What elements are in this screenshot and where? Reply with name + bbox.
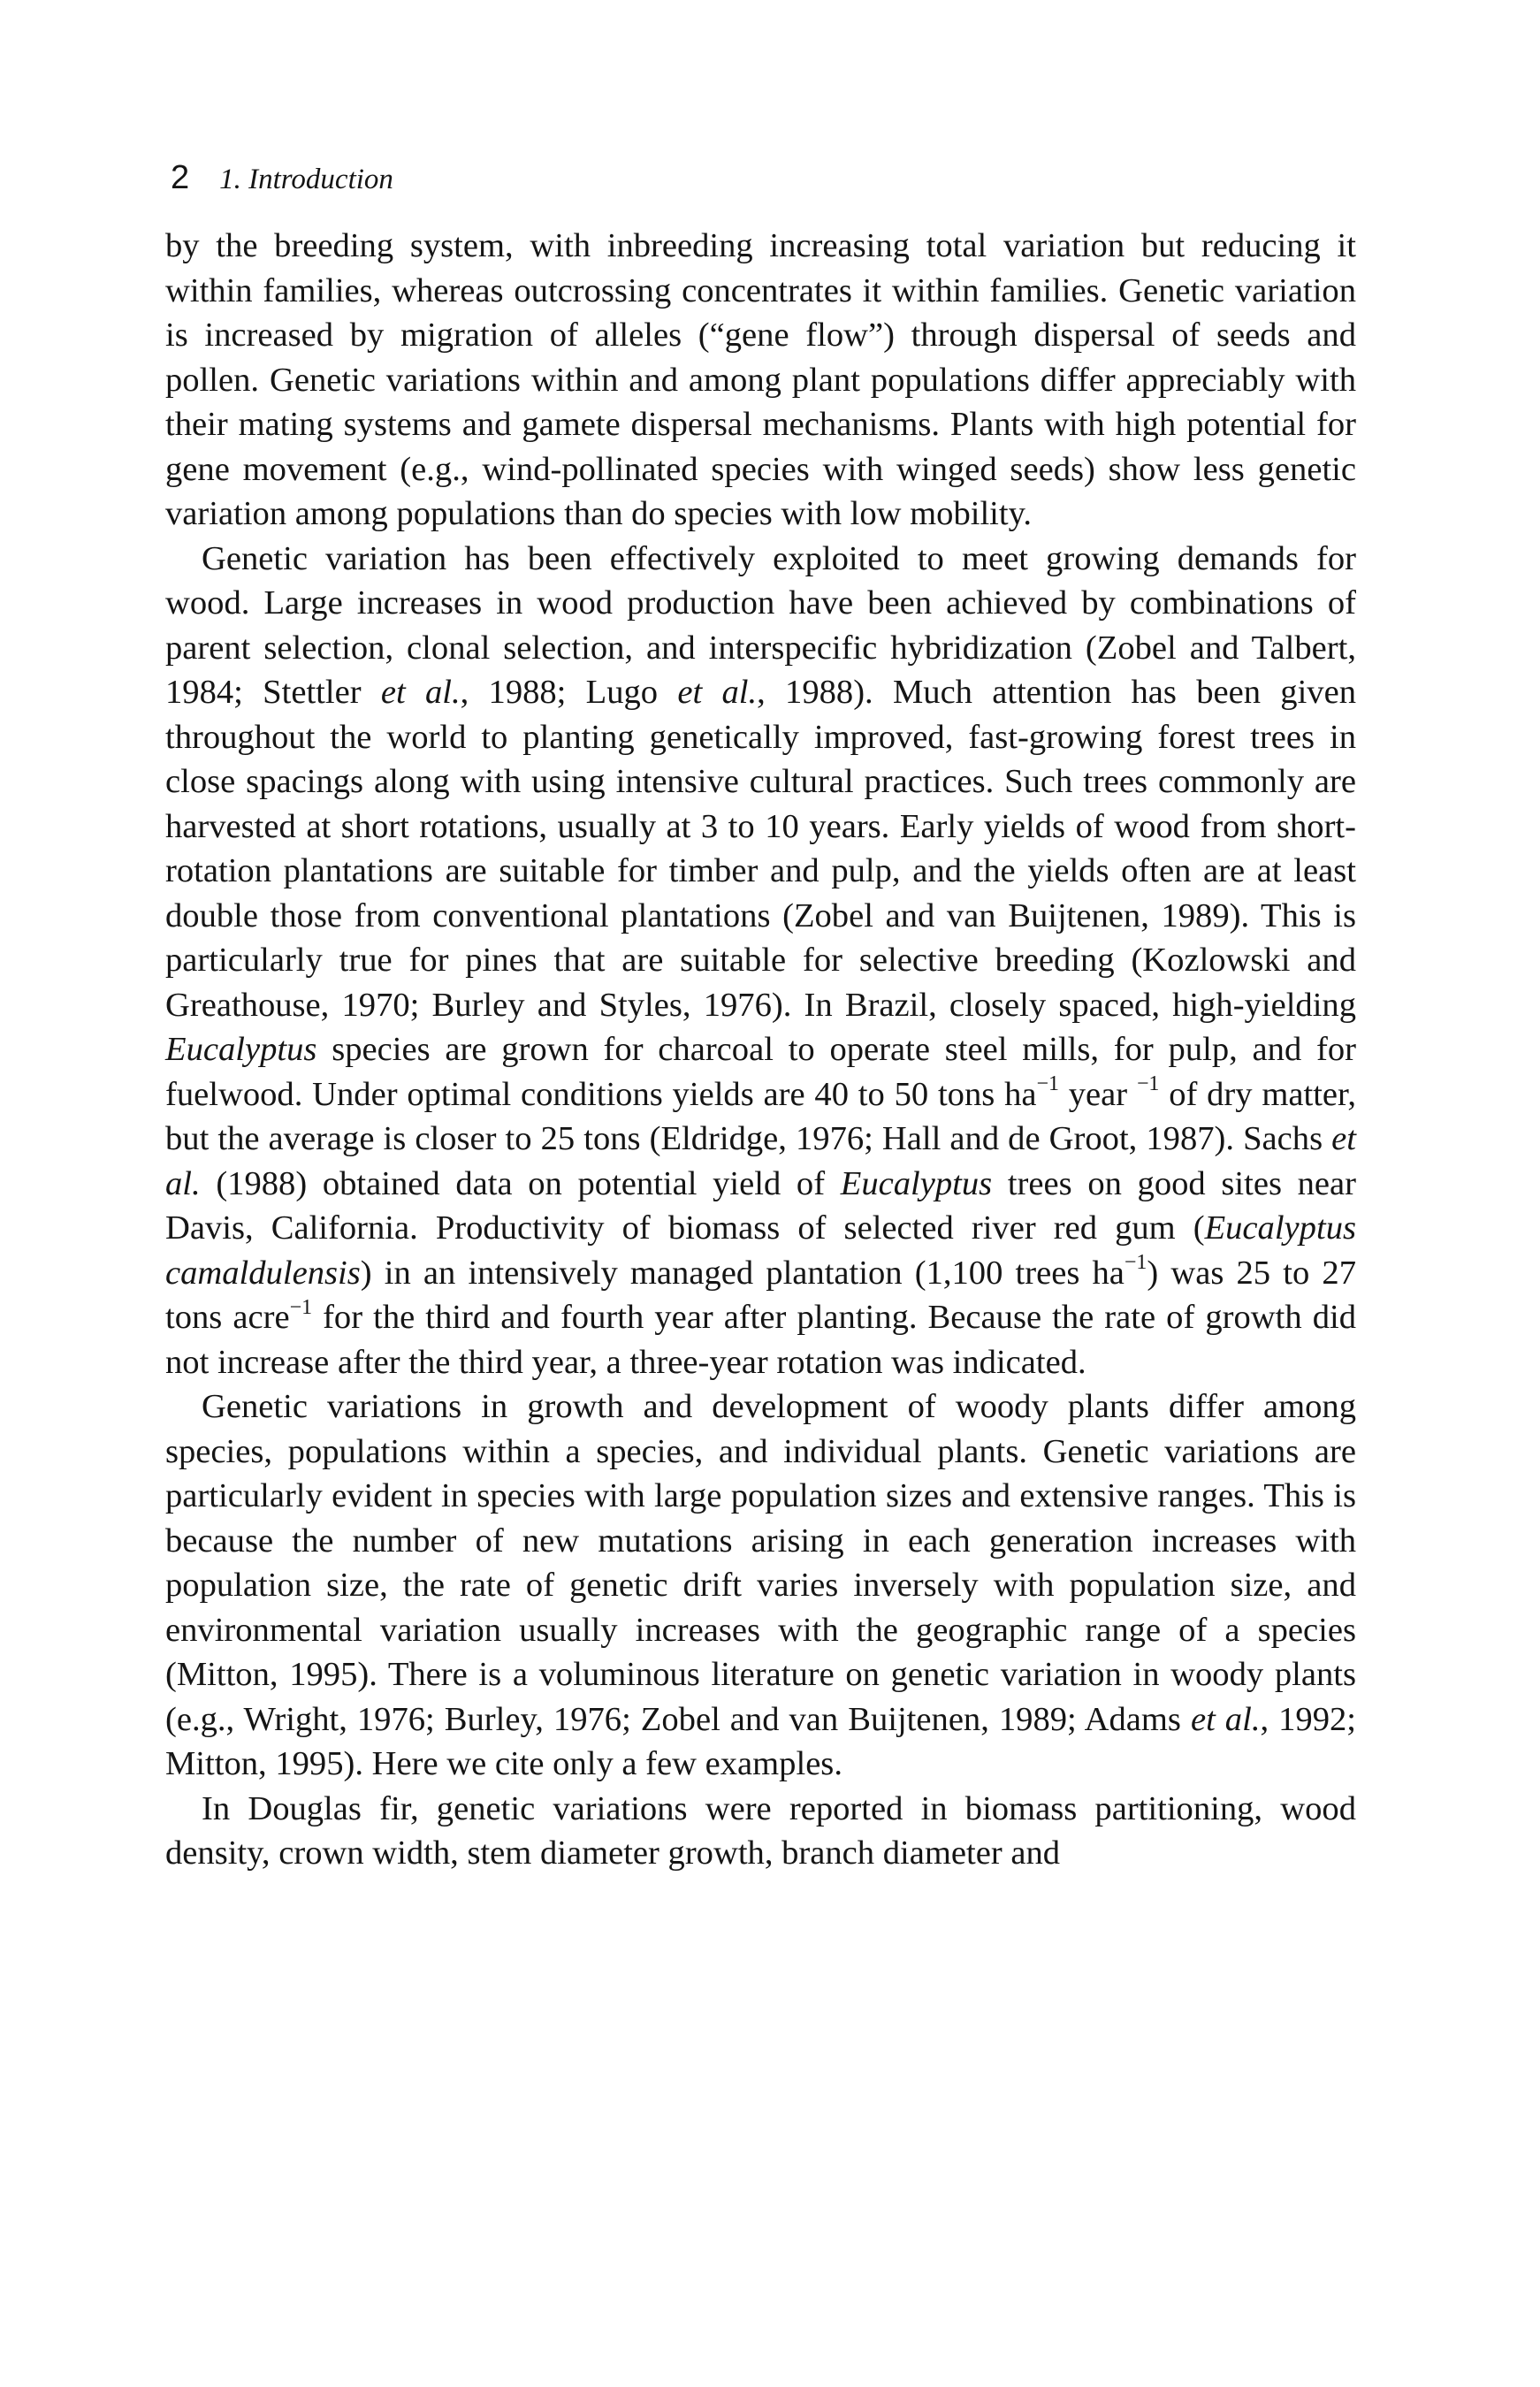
text-run: year xyxy=(1058,1075,1137,1113)
text-run: (1988) obtained data on potential yield of xyxy=(200,1164,841,1202)
text-run: , 1988; Lugo xyxy=(460,674,678,711)
italic-run: et al. xyxy=(677,674,758,711)
superscript-run: −1 xyxy=(1124,1251,1147,1275)
text-run: , 1992; Mitton, 1995). Here we cite only a few examples. xyxy=(165,1700,1356,1782)
paragraph xyxy=(165,1384,1356,1787)
superscript-run: −1 xyxy=(289,1295,313,1319)
section-title: 1. Introduction xyxy=(219,164,393,195)
body-text xyxy=(165,224,1356,1876)
italic-run: et al. xyxy=(165,1120,1356,1202)
page-number: 2 xyxy=(171,159,190,196)
text-run: In Douglas fir, genetic variations were reported in biomass partitioning, wood density, crown width, stem diameter growth, branch diameter and xyxy=(165,1789,1356,1872)
paragraph xyxy=(165,537,1356,1385)
text-run: Genetic variation has been effectively exploited to meet growing demands for wood. Large increases in wood production have been achieved by combinations of parent selection, clonal selection, and interspecific hybridization (Zobel and Talbert, 1984; Stettler xyxy=(165,539,1356,711)
text-run: trees on good sites near Davis, California. Productivity of biomass of selected river red gum ( xyxy=(165,1164,1357,1247)
text-run: for the third and fourth year after planting. Because the rate of growth did not increase after the third year, a three-year rotation was indicated. xyxy=(165,1299,1356,1381)
text-run: , 1988). Much attention has been given throughout the world to planting genetically improved, fast-growing forest trees in close spacings along with using intensive cultural practices. Such trees commonly are harvested at short rotations, usually at 3 to 10 years. Early yields of wood from short-rotation plantations are suitable for timber and pulp, and the yields often are at least double those from conventional plantations (Zobel and van Buijtenen, 1989). This is particularly true for pines that are suitable for selective breeding (Kozlowski and Greathouse, 1970; Burley and Styles, 1976). In Brazil, closely spaced, high-yielding xyxy=(165,674,1356,1024)
superscript-run: −1 xyxy=(1136,1072,1160,1096)
text-run: ) in an intensively managed plantation (1,100 trees ha xyxy=(360,1254,1125,1292)
italic-run: Eucalyptus xyxy=(840,1164,993,1202)
text-run: ) was 25 to 27 tons acre xyxy=(165,1254,1356,1336)
text-run: species are grown for charcoal to operate steel mills, for pulp, and for fuelwood. Under optimal conditions yields are 40 to 50 tons ha xyxy=(165,1031,1356,1113)
text-run: Genetic variations in growth and development of woody plants differ among species, populations within a species, and individual plants. Genetic variations are particularly evident in species with large population sizes and extensive ranges. This is because the number of new mutations arising in each generation increases with population size, the rate of genetic drift varies inversely with population size, and environmental variation usually increases with the geographic range of a species (Mitton, 1995). There is a voluminous literature on genetic variation in woody plants (e.g., Wright, 1976; Burley, 1976; Zobel and van Buijtenen, 1989; Adams xyxy=(165,1388,1356,1738)
italic-run: Eucalyptus camaldulensis xyxy=(165,1209,1356,1292)
italic-run: et al. xyxy=(1190,1700,1261,1738)
text-run: of dry matter, but the average is closer to 25 tons (Eldridge, 1976; Hall and de Groot, 1987). Sachs xyxy=(165,1075,1356,1157)
paragraph xyxy=(165,1787,1356,1876)
italic-run: et al. xyxy=(380,674,461,711)
italic-run: Eucalyptus xyxy=(165,1031,317,1068)
paragraph xyxy=(165,224,1356,537)
text-run: by the breeding system, with inbreeding increasing total variation but reducing it within families, whereas outcrossing concentrates it within families. Genetic variation is increased by migration of alleles (“gene flow”) through dispersal of seeds and pollen. Genetic variations within and among plant populations differ appreciably with their mating systems and gamete dispersal mechanisms. Plants with high potential for gene movement (e.g., wind-pollinated species with winged seeds) show less genetic variation among populations than do species with low mobility. xyxy=(165,227,1356,532)
running-head xyxy=(171,156,393,201)
superscript-run: −1 xyxy=(1036,1072,1059,1096)
